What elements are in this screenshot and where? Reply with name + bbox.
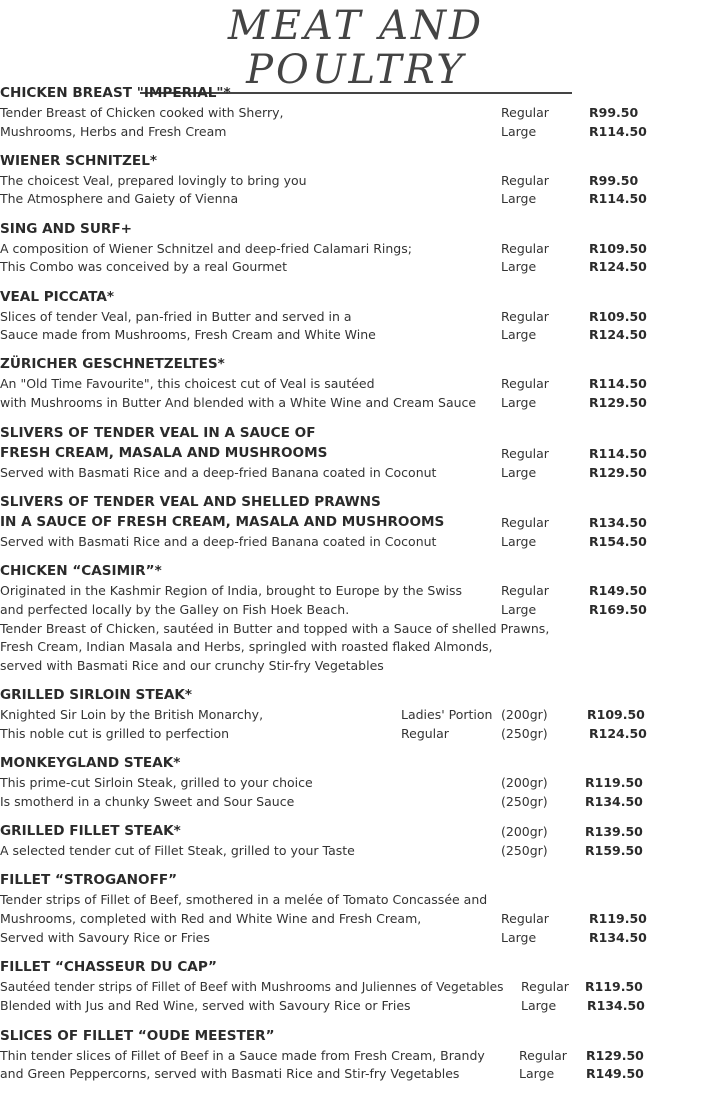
item-description: Served with Savoury Rice or Fries (0, 930, 210, 945)
item-description: and perfected locally by the Galley on Fish Hoek Beach. (0, 602, 350, 617)
item-description: Served with Basmati Rice and a deep-fried Banana coated in Coconut (0, 465, 437, 480)
size-label: Regular (521, 979, 569, 994)
price: R154.50 (589, 534, 647, 549)
portion-label: Ladies' Portion (401, 707, 493, 722)
item-name: GRILLED SIRLOIN STEAK* (0, 687, 193, 703)
item-description: and Green Peppercorns, served with Basmati Rice and Stir-fry Vegetables (0, 1066, 460, 1081)
price: R99.50 (589, 105, 639, 120)
price: R99.50 (589, 173, 639, 188)
item-description: The choicest Veal, prepared lovingly to bring you (0, 173, 307, 188)
item-description: Sauce made from Mushrooms, Fresh Cream and White Wine (0, 327, 376, 342)
item-description: This noble cut is grilled to perfection (0, 726, 230, 741)
item-name: WIENER SCHNITZEL* (0, 153, 157, 169)
price: R134.50 (589, 515, 647, 530)
item-name: SING AND SURF+ (0, 221, 133, 237)
size-label: (250gr) (501, 843, 548, 858)
item-name: FILLET “STROGANOFF” (0, 872, 178, 888)
price: R129.50 (589, 395, 647, 410)
size-label: Regular (501, 173, 549, 188)
price: R134.50 (587, 998, 645, 1013)
item-name: SLICES OF FILLET “OUDE MEESTER” (0, 1028, 275, 1044)
price: R129.50 (586, 1048, 644, 1063)
item-description: Blended with Jus and Red Wine, served with Savoury Rice or Fries (0, 998, 411, 1013)
size-label: Regular (501, 583, 549, 598)
item-description: This prime-cut Sirloin Steak, grilled to your choice (0, 775, 313, 790)
item-name: FRESH CREAM, MASALA AND MUSHROOMS (0, 445, 328, 461)
item-description: Slices of tender Veal, pan-fried in Butter and served in a (0, 309, 352, 324)
size-label: (250gr) (501, 726, 548, 741)
item-description: Knighted Sir Loin by the British Monarchy, (0, 707, 264, 722)
price: R149.50 (586, 1066, 644, 1081)
item-description: Served with Basmati Rice and a deep-fried Banana coated in Coconut (0, 534, 437, 549)
size-label: Large (501, 602, 537, 617)
size-label: (200gr) (501, 824, 548, 839)
item-name: GRILLED FILLET STEAK* (0, 823, 181, 839)
item-name: FILLET “CHASSEUR DU CAP” (0, 959, 217, 975)
item-description: Sautéed tender strips of Fillet of Beef with Mushrooms and Juliennes of Vegetables (0, 980, 504, 994)
price: R134.50 (589, 930, 647, 945)
price: R159.50 (585, 843, 643, 858)
item-name: ZÜRICHER GESCHNETZELTES* (0, 356, 225, 372)
price: R119.50 (585, 775, 643, 790)
item-description: This Combo was conceived by a real Gourmet (0, 259, 288, 274)
size-label: Large (501, 930, 537, 945)
price: R124.50 (589, 259, 647, 274)
size-label: Regular (519, 1048, 567, 1063)
item-description: An "Old Time Favourite", this choicest cut of Veal is sautéed (0, 376, 375, 391)
item-description: served with Basmati Rice and our crunchy Stir-fry Vegetables (0, 658, 384, 673)
size-label: Large (501, 124, 537, 139)
item-name: MONKEYGLAND STEAK* (0, 755, 181, 771)
item-name: VEAL PICCATA* (0, 289, 115, 305)
price: R114.50 (589, 191, 647, 206)
item-description: Originated in the Kashmir Region of India, brought to Europe by the Swiss (0, 583, 463, 598)
price: R119.50 (589, 911, 647, 926)
price: R114.50 (589, 124, 647, 139)
price: R124.50 (589, 327, 647, 342)
price: R134.50 (585, 794, 643, 809)
size-label: Regular (501, 515, 549, 530)
size-label: Regular (501, 446, 549, 461)
size-label: Regular (501, 911, 549, 926)
size-label: (250gr) (501, 794, 548, 809)
size-label: Large (501, 465, 537, 480)
item-description: Thin tender slices of Fillet of Beef in a Sauce made from Fresh Cream, Brandy (0, 1048, 485, 1063)
item-name: IN A SAUCE OF FRESH CREAM, MASALA AND MUSHROOMS (0, 514, 445, 530)
price: R169.50 (589, 602, 647, 617)
item-description: Tender Breast of Chicken cooked with Sherry, (0, 105, 284, 120)
item-description: Tender strips of Fillet of Beef, smothered in a melée of Tomato Concassée and (0, 892, 488, 907)
price: R109.50 (589, 309, 647, 324)
item-description: Fresh Cream, Indian Masala and Herbs, springled with roasted flaked Almonds, (0, 639, 493, 654)
size-label: (200gr) (501, 707, 548, 722)
price: R119.50 (585, 979, 643, 994)
size-label: Large (521, 998, 557, 1013)
item-description: The Atmosphere and Gaiety of Vienna (0, 191, 239, 206)
price: R114.50 (589, 446, 647, 461)
size-label: Large (501, 191, 537, 206)
portion-label: Regular (401, 726, 449, 741)
item-description: with Mushrooms in Butter And blended with a White Wine and Cream Sauce (0, 395, 477, 410)
size-label: (200gr) (501, 775, 548, 790)
size-label: Large (501, 534, 537, 549)
page-title: MEAT AND POULTRY (140, 4, 572, 94)
item-description: A composition of Wiener Schnitzel and deep-fried Calamari Rings; (0, 241, 412, 256)
item-description: Mushrooms, completed with Red and White Wine and Fresh Cream, (0, 911, 422, 926)
item-description: Tender Breast of Chicken, sautéed in Butter and topped with a Sauce of shelled Prawns, (0, 621, 550, 636)
price: R139.50 (585, 824, 643, 839)
item-description: A selected tender cut of Fillet Steak, grilled to your Taste (0, 843, 355, 858)
size-label: Regular (501, 376, 549, 391)
item-description: Is smotherd in a chunky Sweet and Sour Sauce (0, 794, 295, 809)
price: R129.50 (589, 465, 647, 480)
size-label: Regular (501, 241, 549, 256)
price: R124.50 (589, 726, 647, 741)
item-name: CHICKEN BREAST "IMPERIAL"* (0, 85, 231, 101)
price: R109.50 (587, 707, 645, 722)
size-label: Regular (501, 105, 549, 120)
price: R109.50 (589, 241, 647, 256)
price: R114.50 (589, 376, 647, 391)
size-label: Large (519, 1066, 555, 1081)
item-name: CHICKEN “CASIMIR”* (0, 563, 162, 579)
price: R149.50 (589, 583, 647, 598)
size-label: Regular (501, 309, 549, 324)
item-name: SLIVERS OF TENDER VEAL IN A SAUCE OF (0, 425, 316, 441)
size-label: Large (501, 395, 537, 410)
item-name: SLIVERS OF TENDER VEAL AND SHELLED PRAWNS (0, 494, 381, 510)
item-description: Mushrooms, Herbs and Fresh Cream (0, 124, 227, 139)
size-label: Large (501, 259, 537, 274)
size-label: Large (501, 327, 537, 342)
